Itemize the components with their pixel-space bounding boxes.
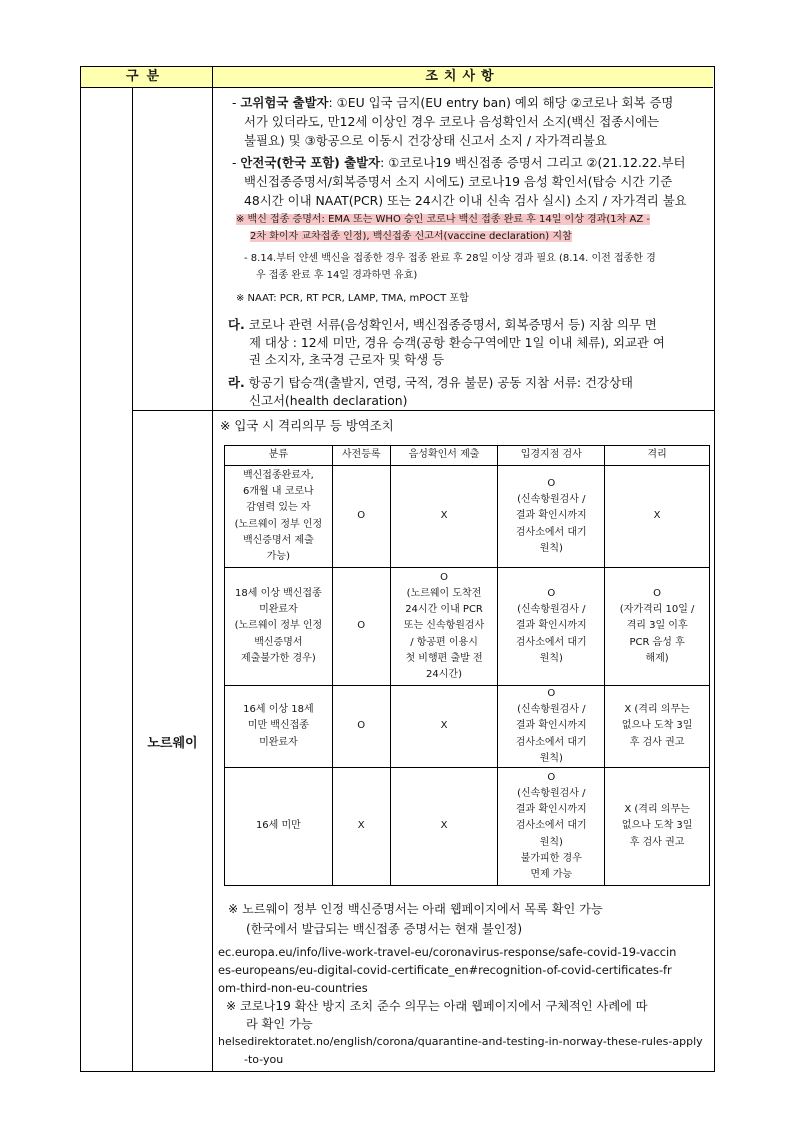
cert-note-line1: ※ 노르웨이 정부 인정 백신증명서는 아래 웹페이지에서 목록 확인 가능 [228,902,603,916]
url-helse-line2[interactable]: -to-you [244,1053,284,1066]
url-eu-line2[interactable]: es-europeans/eu-digital-covid-certificate_en#recognition-of-covid-certificates-fr [218,963,672,977]
table-cell: X [332,768,390,886]
table-cell: X [605,466,710,568]
naat-note: ※ NAAT: PCR, RT PCR, LAMP, TMA, mPOCT 포함 [236,293,469,304]
janssen-note-line1: - 8.14.부터 얀센 백신을 접종한 경우 접종 완료 후 28일 이상 경과 필요 (8.14. 이전 접종한 경 [244,253,656,264]
rule-note-line1: ※ 코로나19 확산 방지 조치 준수 의무는 아래 웹페이지에서 구체적인 사례에 따 [226,999,648,1013]
table-cell: X [390,686,498,768]
item-ra-line1: 라. 항공기 탑승객(출발지, 연령, 국적, 경유 불문) 공동 지참 서류: 건강상태 [228,375,633,390]
th-quarantine: 격리 [605,446,710,466]
table-cell: O [332,686,390,768]
vaccine-note-line1: ※ 백신 접종 증명서: EMA 또는 WHO 승인 코로나 백신 접종 완료 후 14일 이상 경과(1차 AZ - [236,214,650,225]
high-risk-line2: 서가 있더라도, 만12세 이상인 경우 코로나 음성확인서 소지(백신 접종시에는 [244,114,660,129]
item-ra-line2: 신고서(health declaration) [249,393,408,408]
table-row [225,768,710,886]
divider [132,87,133,1071]
table-cell: O (노르웨이 도착전 24시간 이내 PCR 또는 신속항원검사 / 항공편 이용시 첫 비행편 출발 전 24시간) [390,568,498,686]
th-entry-test: 입경지점 검사 [498,446,605,466]
quarantine-table [224,445,710,886]
header-category: 구분 [81,67,213,87]
table-cell: O (신속항원검사 / 결과 확인시까지 검사소에서 대기 원칙) 불가피한 경우 면제 가능 [498,768,605,886]
table-cell: 18세 이상 백신접종 미완료자 (노르웨이 정부 인정 백신증명서 제출불가한 경우) [225,568,333,686]
high-risk-line3: 불필요) 및 ③항공으로 이동시 건강상태 신고서 소지 / 자가격리불요 [244,133,607,148]
table-row [225,568,710,686]
url-eu-line1[interactable]: ec.europa.eu/info/live-work-travel-eu/coronavirus-response/safe-covid-19-vaccin [218,945,677,959]
th-negative-test: 음성확인서 제출 [390,446,498,466]
th-preregistration: 사전등록 [332,446,390,466]
item-da-line3: 권 소지자, 초국경 근로자 및 학생 등 [249,352,445,367]
table-cell: O (자가격리 10일 / 격리 3일 이후 PCR 음성 후 해제) [605,568,710,686]
vaccine-note-line2: 2차 화이자 교차접종 인정), 백신접종 신고서(vaccine declaration) 지참 [250,231,572,242]
table-cell: X (격리 의무는 없으나 도착 3일 후 검사 권고 [605,686,710,768]
country-label: 노르웨이 [147,736,198,751]
table-cell: O (신속항원검사 / 결과 확인시까지 검사소에서 대기 원칙) [498,466,605,568]
table-cell: X [390,466,498,568]
high-risk-line1: - 고위험국 출발자: ①EU 입국 금지(EU entry ban) 예외 해당 ②코로나 회복 증명 [232,95,674,110]
table-cell: X (격리 의무는 없으나 도착 3일 후 검사 권고 [605,768,710,886]
divider [212,87,213,1071]
table-cell: O (신속항원검사 / 결과 확인시까지 검사소에서 대기 원칙) [498,686,605,768]
row-divider [132,410,714,411]
item-da-line2: 제 대상 : 12세 미만, 경유 승객(공항 환승구역에만 1일 이내 체류), 외교관 여 [249,335,665,350]
table-header-row [225,446,710,466]
safe-line2: 백신접종증명서/회복증명서 소지 시에도) 코로나19 음성 확인서(탑승 시간 기준 [244,174,673,189]
safe-label: 안전국(한국 포함) 출발자 [240,155,381,170]
table-cell: O [332,466,390,568]
url-helse-line1[interactable]: helsedirektoratet.no/english/corona/quarantine-and-testing-in-norway-these-rules-apply [218,1035,703,1048]
safe-line3: 48시간 이내 NAAT(PCR) 또는 24시간 이내 신속 검사 실시) 소지 / 자가격리 불요 [244,193,687,208]
table-cell: 16세 이상 18세 미만 백신접종 미완료자 [225,686,333,768]
rule-note-line2: 라 확인 가능 [246,1017,313,1031]
table-row [225,686,710,768]
item-da-line1: 다. 코로나 관련 서류(음성확인서, 백신접종증명서, 회복증명서 등) 지참 의무 면 [228,317,657,332]
cert-note-line2: (한국에서 발급되는 백신접종 증명서는 현재 불인정) [246,922,523,936]
table-cell: O [332,568,390,686]
quarantine-intro: ※ 입국 시 격리의무 등 방역조치 [220,418,394,433]
safe-line1: - 안전국(한국 포함) 출발자: ①코로나19 백신접종 증명서 그리고 ②(21.12.22.부터 [232,155,686,170]
header-measures: 조치사항 [425,69,500,84]
url-eu-line3[interactable]: om-third-non-eu-countries [218,981,368,995]
table-cell: O (신속항원검사 / 결과 확인시까지 검사소에서 대기 원칙) [498,568,605,686]
table-cell: X [390,768,498,886]
janssen-note-line2: 우 접종 완료 후 14일 경과하면 유효) [256,270,418,281]
table-header [81,67,713,88]
table-cell: 백신접종완료자, 6개월 내 코로나 감염력 있는 자 (노르웨이 정부 인정 백신증명서 제출 가능) [225,466,333,568]
high-risk-label: 고위험국 출발자 [240,95,329,110]
table-cell: 16세 미만 [225,768,333,886]
th-category: 분류 [225,446,333,466]
table-row [225,466,710,568]
